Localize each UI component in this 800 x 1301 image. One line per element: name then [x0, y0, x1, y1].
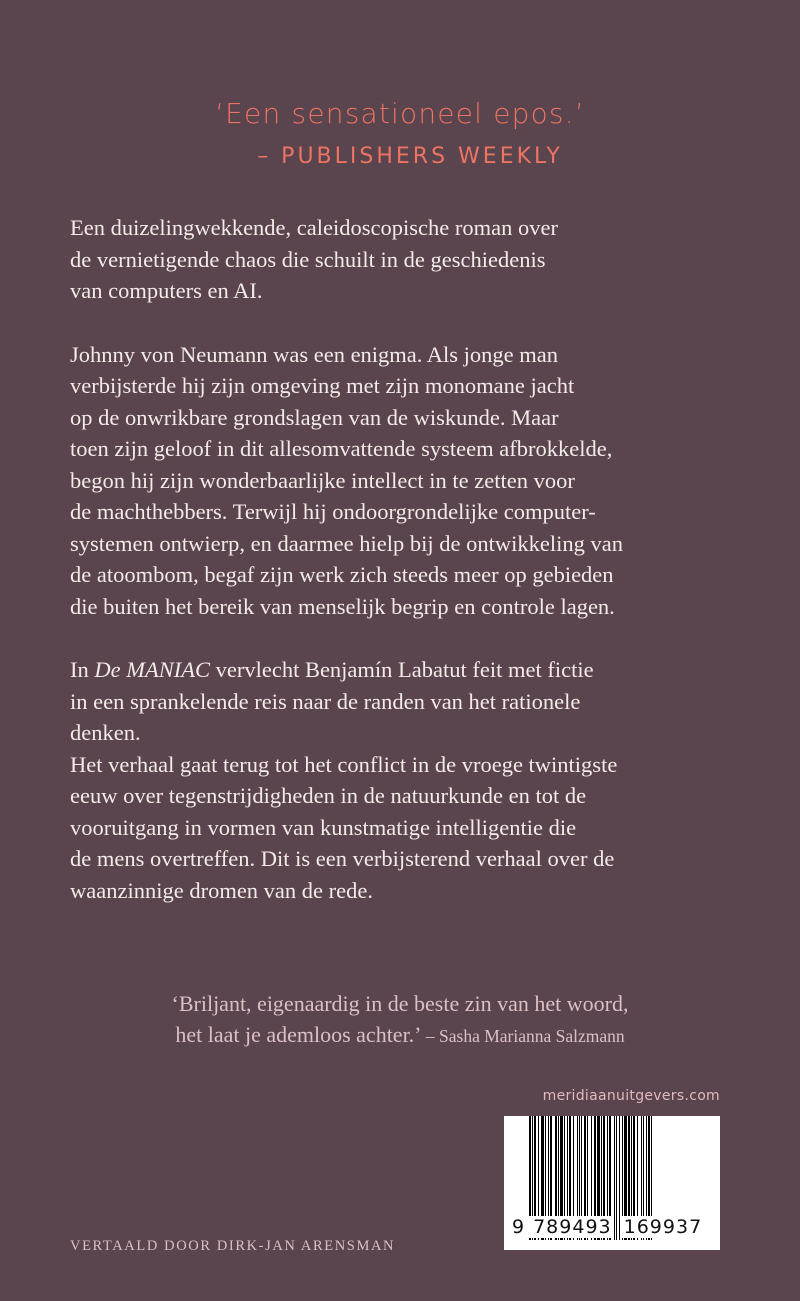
pull-quote — [0, 96, 800, 169]
book-description — [70, 212, 760, 906]
review-blurb: ‘Briljant, eigenaardig in de beste zin van het woord, het laat je ademloos achter.’ – Sasha Marianna Salzmann — [171, 991, 629, 1047]
pull-quote-source: – PUBLISHERS WEEKLY — [257, 144, 563, 169]
paragraph-story: Het verhaal gaat terug tot het conflict in de vroege twintigste eeuw over tegenstrijdigheden in de natuurkunde en tot de vooruitgang in vormen van kunstmatige intelligentie die de mens overtreffen. Dit is een verbijsterend verhaal over de waanzinnige dromen van de rede. — [70, 751, 618, 903]
publisher-website: meridiaanuitgevers.com — [542, 1088, 720, 1104]
isbn-number: 9 789493 169937 — [512, 1216, 703, 1238]
translator-credit: VERTAALD DOOR DIRK-JAN ARENSMAN — [70, 1238, 396, 1254]
paragraph-maniac: In De MANIAC vervlecht Benjamín Labatut feit met fictie in een sprankelende reis naar de randen van het rationele denken. — [70, 657, 594, 745]
isbn-barcode — [504, 1116, 720, 1250]
pull-quote-text: ‘Een sensationeel epos.’ — [215, 97, 585, 130]
book-title: De MANIAC — [94, 657, 210, 682]
paragraph-von-neumann: Johnny von Neumann was een enigma. Als jonge man verbijsterde hij zijn omgeving met zijn monomane jacht op de onwrikbare grondslagen van de wiskunde. Maar toen zijn geloof in dit allesomvattende systeem afbrokkelde, begon hij zijn wonderbaarlijke intellect in te zetten voor de machthebbers. Terwijl hij ondoorgrondelijke computer- systemen ontwierp, en daarmee hielp bij de ontwikkeling van de atoombom, begaf zijn werk zich steeds meer op gebieden die buiten het bereik van menselijk begrip en controle lagen. — [70, 341, 623, 619]
paragraph-intro: Een duizelingwekkende, caleidoscopische roman over de vernietigende chaos die schuilt in de geschiedenis van computers en AI. — [70, 215, 558, 303]
blurb-attribution: – Sasha Marianna Salzmann — [421, 1026, 625, 1046]
